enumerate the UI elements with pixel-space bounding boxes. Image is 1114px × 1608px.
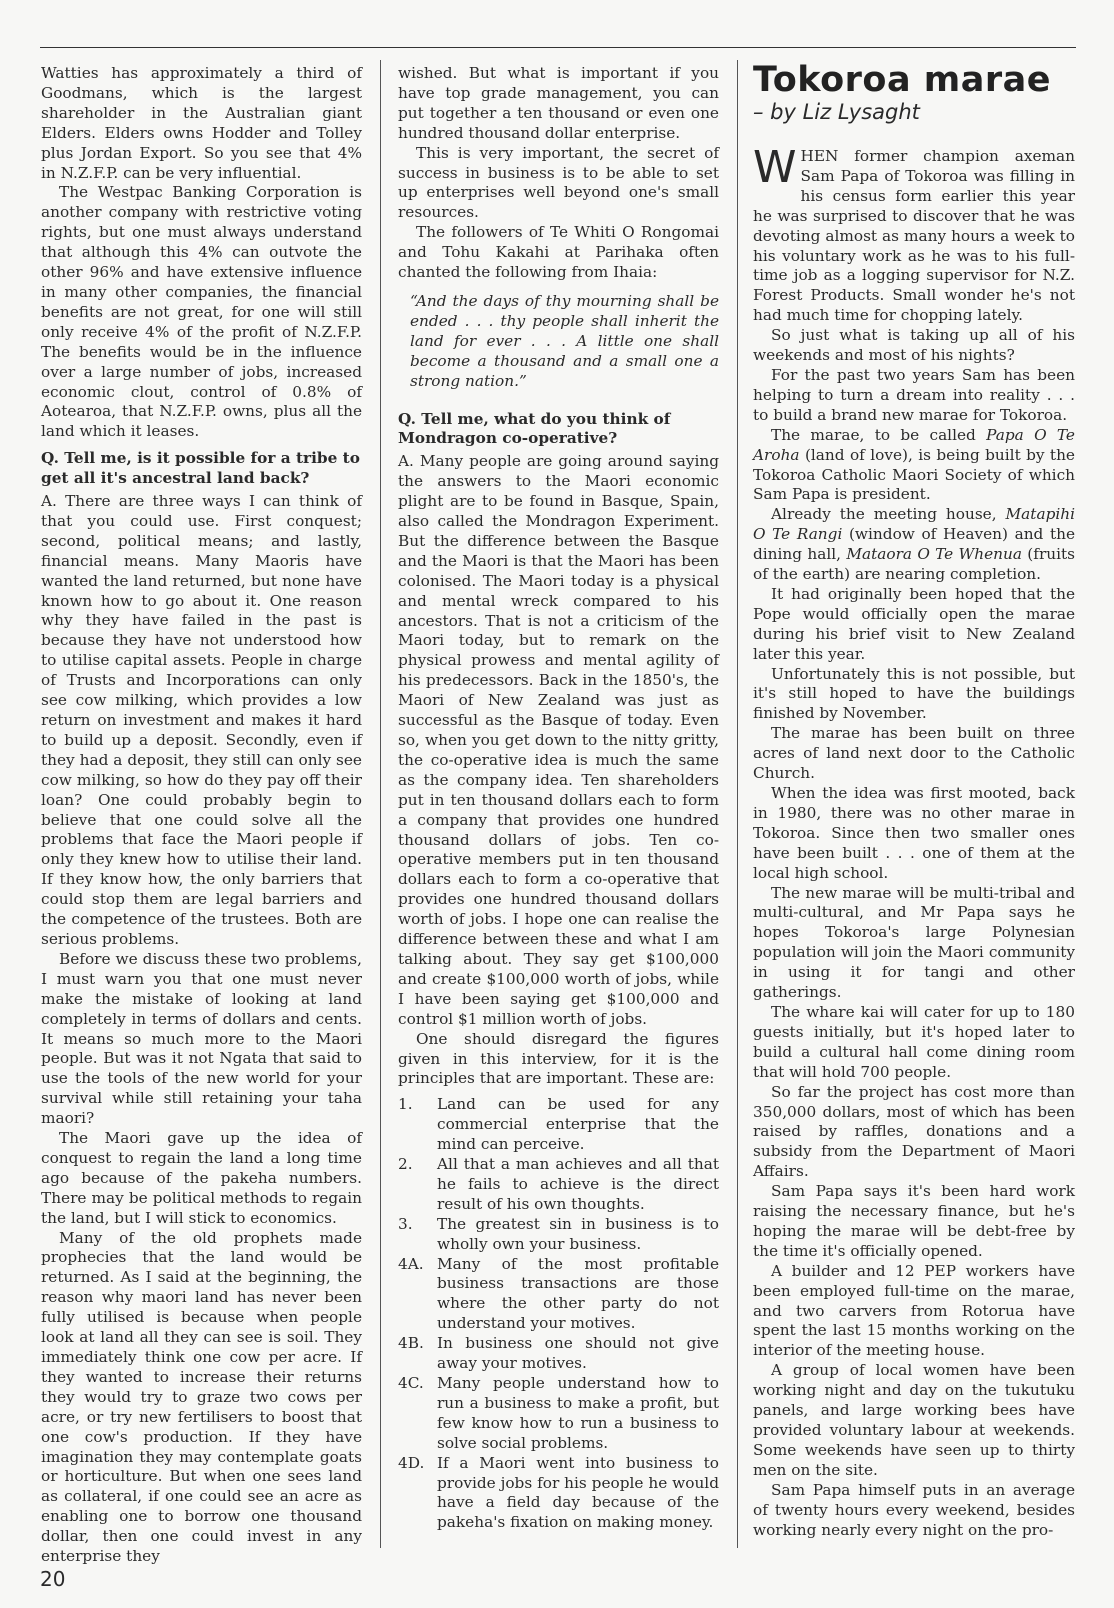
list-text: If a Maori went into business to provide jobs for his people he would have a field day because of the pakeha's fixation on making money. — [437, 1453, 719, 1532]
drop-cap: W — [753, 142, 797, 193]
body-paragraph: The whare kai will cater for up to 180 guests initially, but it's hoped later to build a cultural hall come dining room that will hold 700 people. — [753, 1002, 1075, 1081]
column-3 — [753, 60, 1076, 1540]
body-paragraph: One should disregard the figures given in this interview, for it is the principles that are important. These are: — [398, 1029, 719, 1088]
body-paragraph: This is very important, the secret of success in business is to be able to set up enterprises well beyond one's small resources. — [398, 143, 719, 222]
list-number: 4A. — [398, 1254, 424, 1273]
top-rule — [40, 47, 1076, 48]
body-paragraph: wished. But what is important if you have top grade management, you can put together a ten thousand or even one hundred thousand dollar enterprise. — [398, 64, 719, 142]
list-text: Many of the most profitable business transactions are those where the other party do not understand your motives. — [437, 1254, 719, 1333]
list-item — [398, 1155, 719, 1215]
list-item — [398, 1374, 719, 1454]
body-paragraph: For the past two years Sam has been helping to turn a dream into reality . . . to build a brand new marae for Tokoroa. — [753, 365, 1075, 424]
list-text: Land can be used for any commercial enterprise that the mind can perceive. — [437, 1095, 719, 1154]
article-title: Tokoroa marae — [753, 60, 1051, 100]
body-paragraph: Sam Papa himself puts in an average of twenty hours every weekend, besides working nearly every night on the pro- — [753, 1480, 1075, 1539]
body-paragraph: A group of local women have been working night and day on the tukutuku panels, and large working bees have provided voluntary labour at weekends. Some weekends have seen up to thirty men on the site. — [753, 1361, 1075, 1479]
column-divider — [380, 60, 381, 1548]
meeting-house-name: Matapihi O Te Rangi — [753, 505, 1075, 544]
body-paragraph: When the idea was first mooted, back in 1980, there was no other marae in Tokoroa. Since then two smaller ones have been built . . . one of them at the local high school. — [753, 784, 1075, 882]
page-number: 20 — [40, 1567, 66, 1591]
list-number: 4B. — [398, 1334, 424, 1353]
body-paragraph: The new marae will be multi-tribal and multi-cultural, and Mr Papa says he hopes Tokoroa's large Polynesian population will join the Maori community in using it for tangi and other gatherings. — [753, 883, 1075, 1002]
body-paragraph: It had originally been hoped that the Pope would officially open the marae during his brief visit to New Zealand later this year. — [753, 584, 1075, 663]
body-paragraph: A builder and 12 PEP workers have been employed full-time on the marae, and two carvers from Rotorua have spent the last 15 months working on the interior of the meeting house. — [753, 1261, 1075, 1360]
list-item — [398, 1095, 719, 1155]
principles-list — [398, 1095, 719, 1533]
marae-name: Papa O Te Aroha — [753, 425, 1075, 464]
column-divider — [737, 60, 738, 1548]
list-item — [398, 1454, 719, 1534]
article-byline: – by Liz Lysaght — [753, 100, 920, 124]
list-number: 1. — [398, 1095, 413, 1114]
body-paragraph: Many of the old prophets made prophecies that the land would be returned. As I said at the beginning, the reason why maori land has never been fully utilised is because when people look at land all they can see is soil. They immediately think one cow per acre. If they wanted to increase their returns they would try to graze two cows per acre, or try new fertilisers to boost that one cow's production. If they have imagination they may contemplate goats or horticulture. But when one sees land as collateral, if one could see an acre as enabling one to borrow one thousand dollar, then one could invest in any enterprise they — [41, 1228, 362, 1566]
body-paragraph: The marae has been built on three acres of land next door to the Catholic Church. — [753, 724, 1075, 783]
list-item — [398, 1215, 719, 1255]
body-paragraph: The marae, to be called Papa O Te Aroha (land of love), is being built by the Tokoroa Catholic Maori Society of which Sam Papa is president. — [753, 425, 1075, 504]
list-item — [398, 1255, 719, 1335]
body-paragraph: The followers of Te Whiti O Rongomai and Tohu Kakahi at Parihaka often chanted the following from Ihaia: — [398, 223, 719, 282]
body-paragraph: The Maori gave up the idea of conquest to regain the land a long time ago because of the pakeha numbers. There may be political methods to regain the land, but I will stick to economics. — [41, 1129, 362, 1227]
list-number: 4C. — [398, 1374, 424, 1392]
column-2 — [398, 64, 719, 1533]
body-paragraph: A. Many people are going around saying the answers to the Maori economic plight are to be found in Basque, Spain, also called the Mondragon Experiment. But the difference between the Basque and the Maori is that the Maori has been colonised. The Maori today is a physical and mental wreck compared to his ancestors. That is not a criticism of the Maori today, but to remark on the physical prowess and mental agility of his predecessors. Back in the 1850's, the Maori of New Zealand was just as successful as the Basque of today. Even so, when you get down to the nitty gritty, the co-operative idea is much the same as the company idea. Ten shareholders put in ten thousand dollars each to form a company that provides one hundred thousand dollars of jobs. Ten co-operative members put in ten thousand dollars each to form a co-operative that provides one hundred thousand dollars worth of jobs. I hope one can realise the difference between these and what I am talking about. They say get $100,000 and create $100,000 worth of jobs, while I have been saying get $100,000 and control $1 million worth of jobs. — [398, 452, 719, 1028]
lead-smallcaps: HEN — [800, 147, 839, 165]
interview-question: Q. Tell me, is it possible for a tribe to get all it's ancestral land back? — [41, 449, 360, 488]
dining-hall-name: Mataora O Te Whenua — [846, 545, 1022, 564]
scripture-quote: “And the days of thy mourning shall be ended . . . thy people shall inherit the land for ever . . . A little one shall become a thousand and a small one a strong nation.” — [410, 291, 719, 390]
body-paragraph: So far the project has cost more than 350,000 dollars, most of which has been raised by raffles, donations and a subsidy from the Department of Maori Affairs. — [753, 1082, 1075, 1181]
body-paragraph: Unfortunately this is not possible, but it's still hoped to have the buildings finished by November. — [753, 664, 1075, 723]
body-paragraph: Watties has approximately a third of Goodmans, which is the largest shareholder in the Australian giant Elders. Elders owns Hodder and Tolley plus Jordan Export. So you see that 4% in N.Z.F.P. can be very influential. — [41, 64, 362, 182]
body-paragraph: Already the meeting house, Matapihi O Te Rangi (window of Heaven) and the dining hall, Mataora O Te Whenua (fruits of the earth) are nearing completion. — [753, 505, 1076, 584]
body-paragraph: A. There are three ways I can think of that you could use. First conquest; second, political means; and lastly, financial means. Many Maoris have wanted the land returned, but none have known how to go about it. One reason why they have failed in the past is because they have not understood how to utilise capital assets. People in charge of Trusts and Incorporations can only see cow milking, which provides a low return on investment and makes it hard to build up a deposit. Secondly, even if they had a deposit, they still can only see cow milking, so how do they pay off their loan? One could probably begin to believe that one could solve all the problems that face the Maori people if only they knew how to utilise their land. If they know how, the only barriers that could stop them are legal barriers and the competence of the trustees. Both are serious problems. — [41, 492, 362, 948]
list-number: 3. — [398, 1214, 413, 1233]
list-text: Many people understand how to run a business to make a profit, but few know how to run a business to solve social problems. — [437, 1374, 719, 1452]
body-paragraph: Sam Papa says it's been hard work raising the necessary finance, but he's hoping the marae will be debt-free by the time it's officially opened. — [753, 1182, 1075, 1260]
list-text: The greatest sin in business is to wholly own your business. — [437, 1214, 719, 1253]
lead-paragraph — [753, 142, 1075, 326]
interview-question: Q. Tell me, what do you think of Mondragon co-operative? — [398, 409, 671, 448]
lead-text: former champion axeman Sam Papa of Tokoroa was filling in his census form earlier this year he was surprised to discover that he was devoting almost as many hours a week to his voluntary work as he was to his full-time job as a logging supervisor for N.Z. Forest Products. Small wonder he's not had much time for chopping lately. — [753, 147, 1075, 325]
column-1 — [41, 64, 362, 1567]
list-number: 2. — [398, 1155, 413, 1174]
list-text: In business one should not give away your motives. — [437, 1334, 719, 1373]
list-text: All that a man achieves and all that he fails to achieve is the direct result of his own thoughts. — [437, 1155, 719, 1213]
body-paragraph: So just what is taking up all of his weekends and most of his nights? — [753, 326, 1075, 365]
body-paragraph: The Westpac Banking Corporation is another company with restrictive voting rights, but one must always understand that although this 4% can outvote the other 96% and have extensive influence in many other companies, the financial benefits are not great, for one will still only receive 4% of the profit of N.Z.F.P. The benefits would be in the influence over a large number of jobs, increased economic clout, control of 0.8% of Aotearoa, that N.Z.F.P. owns, plus all the land which it leases. — [41, 183, 362, 441]
body-paragraph: Before we discuss these two problems, I must warn you that one must never make the mistake of looking at land completely in terms of dollars and cents. It means so much more to the Maori people. But was it not Ngata that said to use the tools of the new world for your survival while still retaining your taha maori? — [41, 949, 362, 1128]
list-number: 4D. — [398, 1453, 425, 1472]
list-item — [398, 1334, 719, 1374]
